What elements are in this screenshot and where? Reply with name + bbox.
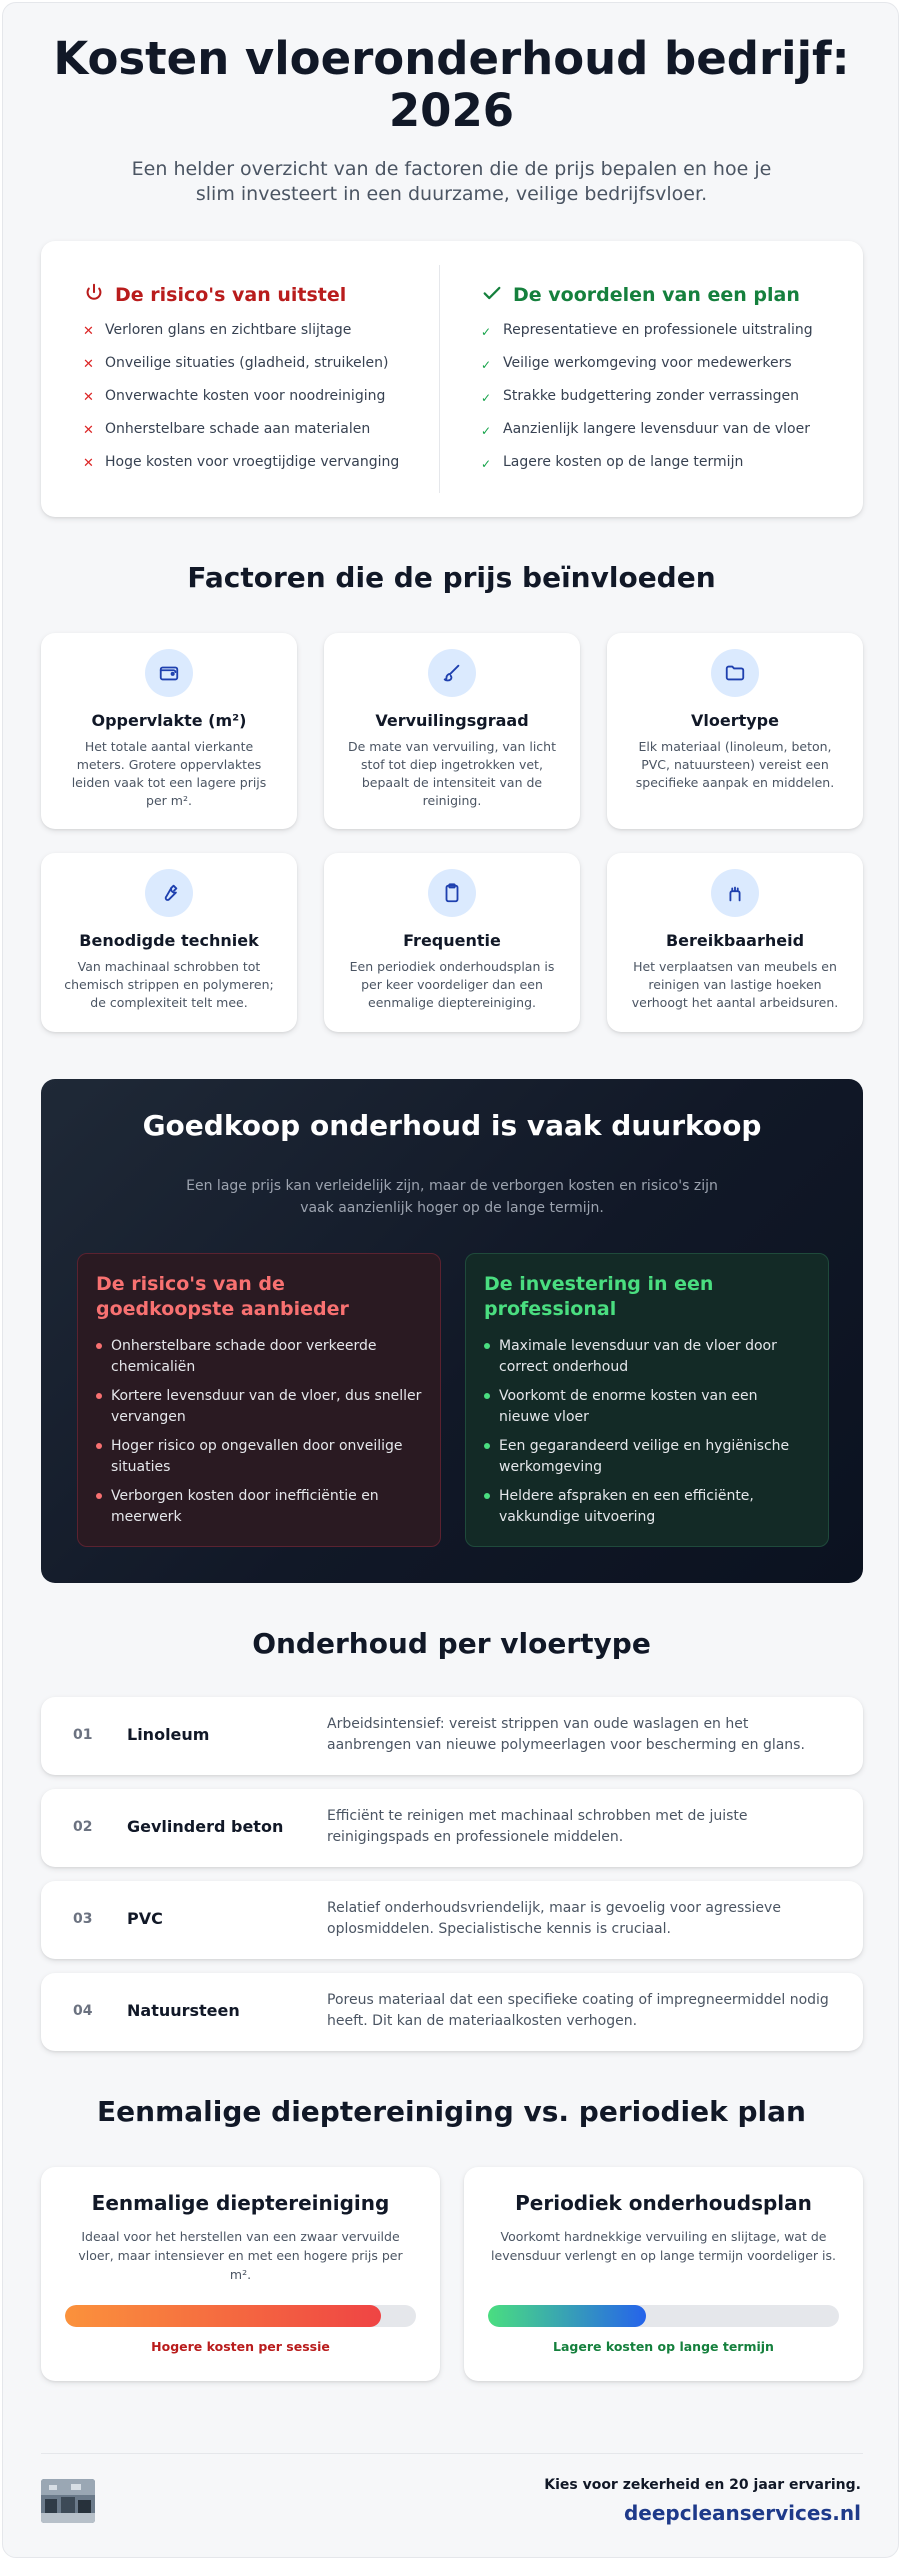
plan-caption: Hogere kosten per sessie [151, 2339, 330, 2354]
factor-title: Bereikbaarheid [665, 931, 805, 950]
check-icon [481, 282, 503, 309]
plan-caption: Lagere kosten op lange termijn [553, 2339, 774, 2354]
oneoff-plan-card [41, 2167, 440, 2381]
hand-icon [711, 869, 759, 917]
list-item: ✕ Hoge kosten voor vroegtijdige vervanging [83, 454, 400, 471]
cost-bar-fill [488, 2305, 646, 2327]
plan-text: Ideaal voor het herstellen van een zwaar vervuilde vloer, maar intensiever en met een hogere prijs per m². [78, 2229, 403, 2282]
risks-title: De risico's van uitstel [115, 284, 347, 306]
brush-icon [428, 649, 476, 697]
cross-icon: ✕ [83, 423, 94, 438]
floor-row [41, 1789, 863, 1867]
factor-title: Oppervlakte (m²) [91, 711, 247, 730]
floor-row [41, 1881, 863, 1959]
check-icon: ✓ [481, 391, 492, 405]
risks-heading [83, 281, 443, 309]
cheapest-risks-box [77, 1253, 441, 1547]
factor-title: Vervuilingsgraad [375, 711, 529, 730]
list-item: ✕ Onveilige situaties (gladheid, struikelen) [83, 355, 389, 372]
footer-url-link[interactable]: deepcleanservices.nl [623, 2501, 861, 2525]
check-icon: ✓ [481, 358, 492, 372]
benefits-heading [481, 281, 841, 309]
cheap-title: Goedkoop onderhoud is vaak duurkoop [142, 1109, 762, 1142]
footer-text [544, 2477, 861, 2525]
plan-title: Eenmalige dieptereiniging [91, 2191, 390, 2215]
divider [439, 265, 440, 493]
plans-title: Eenmalige dieptereiniging vs. periodiek plan [97, 2095, 806, 2128]
page-title: Kosten vloeronderhoud bedrijf: 2026 [53, 32, 850, 137]
floor-number: 02 [73, 1819, 93, 1835]
factor-title: Benodigde techniek [79, 931, 259, 950]
factor-card [607, 853, 863, 1032]
cheapest-title: De risico's van de goedkoopste aanbieder [96, 1273, 349, 1320]
risks-list [83, 321, 443, 486]
list-item: Verborgen kosten door inefficiëntie en meerwerk [96, 1486, 422, 1528]
list-item: Hoger risico op ongevallen door onveilige situaties [96, 1436, 422, 1478]
factor-card [41, 853, 297, 1032]
factor-text: Het verplaatsen van meubels en reinigen van lastige hoeken verhoogt het aantal arbeidsuren. [631, 959, 839, 1010]
floor-number: 01 [73, 1727, 93, 1743]
list-item: Kortere levensduur van de vloer, dus sneller vervangen [96, 1386, 422, 1428]
cheapest-list [96, 1336, 422, 1528]
floor-row [41, 1973, 863, 2051]
factor-text: Een periodiek onderhoudsplan is per keer voordeliger dan een eenmalige dieptereiniging. [349, 959, 555, 1010]
benefits-column [481, 281, 841, 486]
floor-description: Arbeidsintensief: vereist strippen van oude waslagen en het aanbrengen van nieuwe polymeerlagen voor bescherming en glans. [327, 1716, 805, 1753]
floor-row [41, 1697, 863, 1775]
floor-name: Gevlinderd beton [127, 1817, 284, 1836]
list-item: Voorkomt de enorme kosten van een nieuwe vloer [484, 1386, 810, 1428]
professional-box [465, 1253, 829, 1547]
footer-tagline: Kies voor zekerheid en 20 jaar ervaring. [544, 2477, 861, 2493]
list-item: ✓ Lagere kosten op de lange termijn [481, 454, 744, 471]
floors-title: Onderhoud per vloertype [252, 1627, 651, 1660]
list-item: ✓ Veilige werkomgeving voor medewerkers [481, 355, 792, 372]
page-subtitle: Een helder overzicht van de factoren die de prijs bepalen en hoe je slim investeert in een duurzame, veilige bedrijfsvloer. [131, 158, 772, 205]
list-item: Een gegarandeerd veilige en hygiënische werkomgeving [484, 1436, 810, 1478]
list-item: ✓ Strakke budgettering zonder verrassingen [481, 388, 800, 405]
factor-text: Van machinaal schrobben tot chemisch strippen en polymeren; de complexiteit telt mee. [64, 959, 274, 1010]
plan-text: Voorkomt hardnekkige vervuiling en slijtage, wat de levensduur verlengt en op lange termijn voordeliger is. [491, 2229, 836, 2263]
factor-card [324, 853, 580, 1032]
clipboard-icon [428, 869, 476, 917]
cross-icon: ✕ [83, 390, 94, 405]
floor-number: 04 [73, 2003, 93, 2019]
floor-name: PVC [127, 1909, 163, 1928]
check-icon: ✓ [481, 457, 492, 471]
footer-divider [41, 2453, 863, 2454]
list-item: ✕ Onverwachte kosten voor noodreiniging [83, 388, 386, 405]
factor-title: Frequentie [403, 931, 501, 950]
benefits-title: De voordelen van een plan [513, 284, 800, 306]
floor-description: Relatief onderhoudsvriendelijk, maar is gevoelig voor agressieve oplosmiddelen. Specialistische kennis is cruciaal. [327, 1900, 781, 1937]
floor-number: 03 [73, 1911, 93, 1927]
floor-name: Natuursteen [127, 2001, 240, 2020]
cost-bar-fill [65, 2305, 381, 2327]
list-item: ✕ Verloren glans en zichtbare slijtage [83, 322, 352, 339]
periodic-plan-card [464, 2167, 863, 2381]
cross-icon: ✕ [83, 456, 94, 471]
floor-description: Poreus materiaal dat een specifieke coating of impregneermiddel nodig heeft. Dit kan de materiaalkosten verhogen. [327, 1992, 829, 2029]
cost-bar [488, 2305, 839, 2327]
list-item: ✓ Representatieve en professionele uitstraling [481, 322, 813, 339]
professional-list [484, 1336, 810, 1528]
comparison-card [41, 241, 863, 517]
cross-icon: ✕ [83, 324, 94, 339]
factor-title: Vloertype [691, 711, 779, 730]
factor-card [607, 633, 863, 829]
factors-title: Factoren die de prijs beïnvloeden [187, 561, 716, 594]
logo-photo [41, 2479, 95, 2523]
check-icon: ✓ [481, 424, 492, 438]
factor-text: De mate van vervuiling, van licht stof tot diep ingetrokken vet, bepaalt de intensiteit van de reiniging. [347, 739, 556, 808]
risks-column [83, 281, 443, 486]
cheap-lead: Een lage prijs kan verleidelijk zijn, maar de verborgen kosten en risico's zijn vaak aanzienlijk hoger op de lange termijn. [186, 1178, 718, 1216]
power-icon [83, 282, 105, 309]
check-icon: ✓ [481, 325, 492, 339]
list-item: ✕ Onherstelbare schade aan materialen [83, 421, 371, 438]
list-item: Heldere afspraken en een efficiënte, vakkundige uitvoering [484, 1486, 810, 1528]
floor-description: Efficiënt te reinigen met machinaal schrobben met de juiste reinigingspads en professionele middelen. [327, 1808, 748, 1845]
wallet-icon [145, 649, 193, 697]
factor-text: Elk materiaal (linoleum, beton, PVC, natuursteen) vereist een specifieke aanpak en middelen. [635, 739, 835, 790]
cheap-section [41, 1079, 863, 1583]
list-item: ✓ Aanzienlijk langere levensduur van de vloer [481, 421, 810, 438]
page [2, 2, 899, 2558]
factor-card [324, 633, 580, 829]
hero [3, 33, 899, 207]
cost-bar [65, 2305, 416, 2327]
wrench-icon [145, 869, 193, 917]
cross-icon: ✕ [83, 357, 94, 372]
factor-text: Het totale aantal vierkante meters. Grotere oppervlaktes leiden vaak tot een lagere prijs per m². [71, 739, 267, 808]
professional-title: De investering in een professional [484, 1273, 714, 1320]
factor-card [41, 633, 297, 829]
list-item: Onherstelbare schade door verkeerde chemicaliën [96, 1336, 422, 1378]
folder-icon [711, 649, 759, 697]
list-item: Maximale levensduur van de vloer door correct onderhoud [484, 1336, 810, 1378]
floor-name: Linoleum [127, 1725, 210, 1744]
benefits-list [481, 321, 841, 486]
plan-title: Periodiek onderhoudsplan [515, 2191, 812, 2215]
